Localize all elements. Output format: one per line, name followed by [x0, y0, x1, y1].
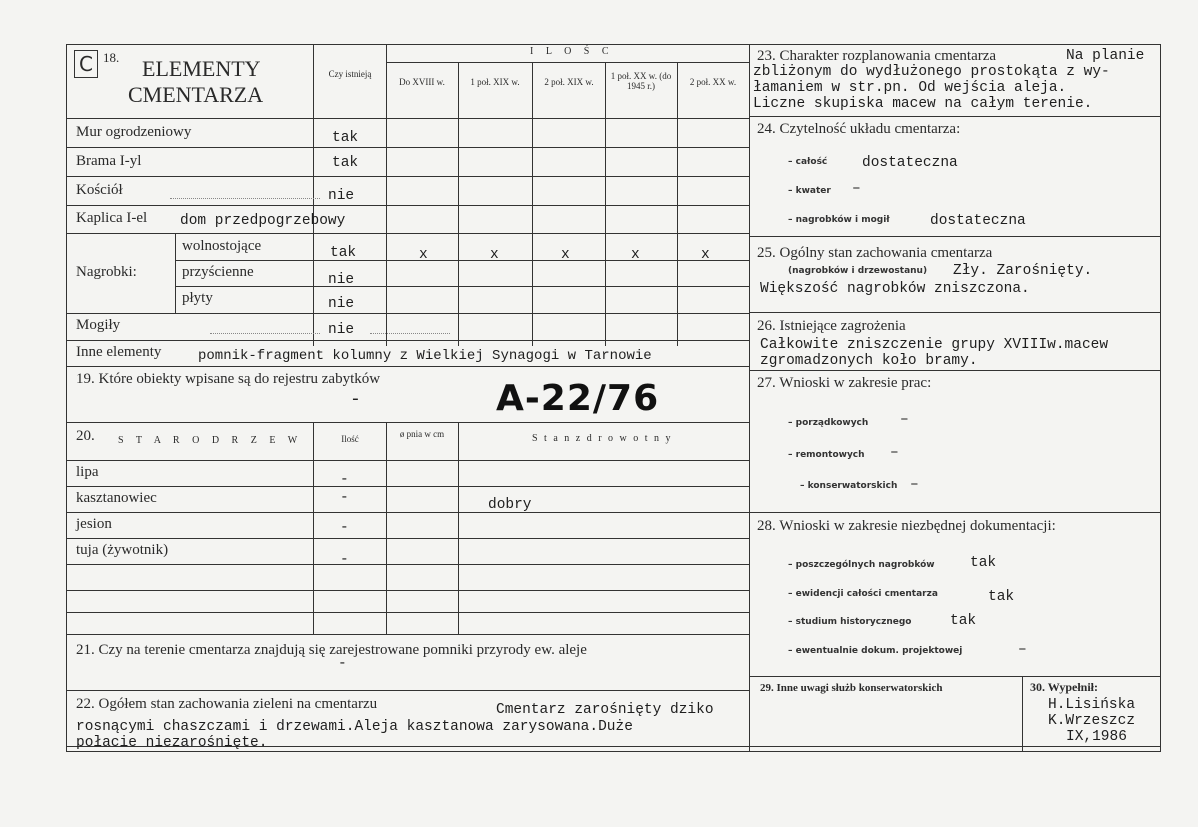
section-title-line2: CMENTARZA	[128, 82, 264, 107]
q25-sub: (nagrobków i drzewostanu)	[788, 266, 928, 276]
q28-item-value: tak	[970, 555, 997, 571]
mogily-value: nie	[328, 322, 355, 338]
q21-label: 21. Czy na terenie cmentarza znajdują się zarejestrowane pomniki przyrody ew. aleje	[76, 642, 587, 658]
element-label: Mur ogrodzeniowy	[76, 124, 192, 140]
tree-stan: dobry	[488, 497, 532, 513]
q27-item-label: – porządkowych	[788, 418, 869, 428]
q26-line1: Całkowite zniszczenie grupy XVIIIw.macew	[760, 337, 1109, 353]
q26-line2: zgromadzonych koło bramy.	[760, 353, 978, 369]
q25-line1: Zły. Zarośnięty.	[953, 263, 1093, 279]
q23-line1: Na planie	[1066, 48, 1145, 64]
q23-line3: łamaniem w str.pn. Od wejścia aleja.	[753, 80, 1067, 96]
q20-number: 20.	[76, 428, 95, 444]
q27-item-value: –	[890, 445, 899, 461]
q27-item-value: –	[900, 412, 909, 428]
nagrobki-row-value: tak	[330, 245, 357, 261]
q24-item-label: – kwater	[788, 186, 831, 196]
header-col-5: 2 poł. XX w.	[689, 77, 737, 87]
q19-value: -	[350, 390, 361, 410]
section-title-line1: ELEMENTY	[142, 56, 261, 81]
q30-label: 30. Wypełnił:	[1030, 680, 1099, 694]
q23-line4: Liczne skupiska macew na całym terenie.	[753, 96, 1093, 112]
q24-item-label: – nagrobków i mogił	[788, 215, 890, 225]
nagrobki-row-label: wolnostojące	[182, 238, 262, 254]
q20-col-pnia: ø pnia w cm	[399, 429, 445, 439]
nagrobki-row-value: nie	[328, 296, 355, 312]
q28-item-label: – ewidencji całości cmentarza	[788, 589, 938, 599]
q22-line2: rosnącymi chaszczami i drzewami.Aleja kasztanowa zarysowana.Duże	[76, 719, 633, 735]
element-label: Brama I-yl	[76, 153, 142, 169]
tree-ilosc: -	[340, 552, 349, 568]
q24-item-value: dostateczna	[930, 213, 1026, 229]
tree-ilosc: -	[340, 472, 349, 488]
inne-label: Inne elementy	[76, 344, 162, 360]
q25-label: 25. Ogólny stan zachowania cmentarza	[757, 245, 993, 261]
q27-label: 27. Wnioski w zakresie prac:	[757, 375, 932, 391]
q21-value: -	[338, 656, 347, 672]
nagrobki-row-label: płyty	[182, 290, 213, 306]
q27-item-label: – remontowych	[788, 450, 865, 460]
q28-item-label: – ewentualnie dokum. projektowej	[788, 646, 963, 656]
q28-item-value: tak	[988, 589, 1015, 605]
q20-label: S T A R O D R Z E W	[118, 435, 303, 446]
ilosc-mark: x	[701, 247, 710, 263]
element-value: nie	[328, 188, 355, 204]
tree-ilosc: -	[340, 520, 349, 536]
q23-line2: zbliżonym do wydłużonego prostokąta z wy-	[753, 64, 1110, 80]
element-value: dom przedpogrzebowy	[180, 213, 346, 229]
q19-handwritten-register: A-22/76	[496, 378, 660, 419]
q30-name2: K.Wrzeszcz	[1048, 713, 1136, 729]
tree-name: lipa	[76, 464, 99, 480]
q24-item-label: – całość	[788, 157, 828, 167]
nagrobki-row-value: nie	[328, 272, 355, 288]
nagrobki-label: Nagrobki:	[76, 264, 137, 280]
header-col-2: 1 poł. XIX w.	[470, 77, 520, 87]
header-ilosc: I L O Ś C	[530, 46, 614, 57]
q27-item-label: – konserwatorskich	[800, 481, 898, 491]
header-czy-istnieja: Czy istnieją	[328, 69, 372, 79]
section-number: 18.	[103, 50, 120, 65]
tree-ilosc: -	[340, 490, 349, 506]
q24-item-value: dostateczna	[862, 155, 958, 171]
q19-label: 19. Które obiekty wpisane są do rejestru zabytków	[76, 371, 381, 387]
element-label: Kościół	[76, 182, 123, 198]
header-col-1: Do XVIII w.	[399, 77, 445, 87]
q20-col-ilosc: Ilość	[341, 434, 359, 444]
q23-label: 23. Charakter rozplanowania cmentarza	[757, 48, 997, 64]
q22-line1: Cmentarz zarośnięty dziko	[496, 702, 714, 718]
q25-line2: Większość nagrobków zniszczona.	[760, 281, 1030, 297]
ilosc-mark: x	[631, 247, 640, 263]
q28-item-value: tak	[950, 613, 977, 629]
inne-value: pomnik-fragment kolumny z Wielkiej Synagogi w Tarnowie	[198, 348, 652, 364]
element-value: tak	[332, 155, 359, 171]
q24-label: 24. Czytelność układu cmentarza:	[757, 121, 961, 137]
q26-label: 26. Istniejące zagrożenia	[757, 318, 906, 334]
q22-label: 22. Ogółem stan zachowania zieleni na cmentarzu	[76, 696, 378, 712]
element-value: tak	[332, 130, 359, 146]
q30-name1: H.Lisińska	[1048, 697, 1136, 713]
ilosc-mark: x	[490, 247, 499, 263]
q30-date: IX,1986	[1066, 729, 1127, 745]
q24-item-value: –	[852, 181, 861, 197]
ilosc-mark: x	[419, 247, 428, 263]
q27-item-value: –	[910, 477, 919, 493]
section-letter-box: C	[74, 50, 98, 78]
q20-col-stan: S t a n z d r o w o t n y	[532, 433, 673, 444]
q28-label: 28. Wnioski w zakresie niezbędnej dokumentacji:	[757, 518, 1056, 534]
element-label: Kaplica I-el	[76, 210, 148, 226]
ilosc-mark: x	[561, 247, 570, 263]
nagrobki-row-label: przyścienne	[182, 264, 254, 280]
q28-item-label: – studium historycznego	[788, 617, 912, 627]
mogily-label: Mogiły	[76, 317, 121, 333]
q29-label: 29. Inne uwagi służb konserwatorskich	[760, 682, 943, 694]
header-col-4: 1 poł. XX w. (do 1945 r.)	[610, 71, 672, 91]
q22-line3: połacie niezarośnięte.	[76, 735, 268, 751]
header-col-3: 2 poł. XIX w.	[544, 77, 594, 87]
q28-item-label: – poszczególnych nagrobków	[788, 560, 935, 570]
tree-name: kasztanowiec	[76, 490, 157, 506]
q28-item-value: –	[1018, 642, 1027, 658]
tree-name: jesion	[76, 516, 112, 532]
tree-name: tuja (żywotnik)	[76, 542, 169, 558]
